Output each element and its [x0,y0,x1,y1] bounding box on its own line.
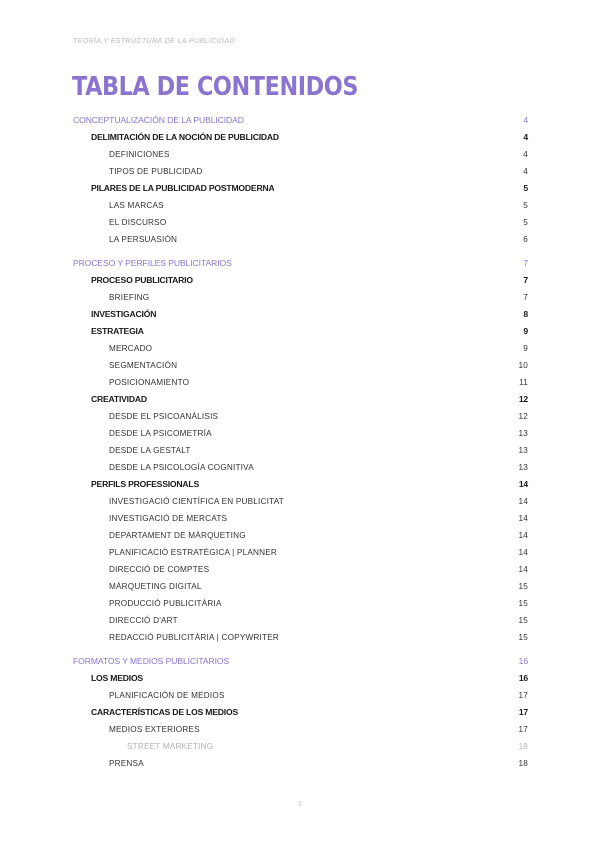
toc-entry-label: DELIMITACIÓN DE LA NOCIÓN DE PUBLICIDAD [91,132,279,142]
toc-entry-page: 14 [518,514,528,523]
toc-entry-label: EL DISCURSO [109,218,167,227]
toc-entry-label: PROCESO PUBLICITARIO [91,275,193,285]
toc-entry-label: PRENSA [109,759,144,768]
toc-entry-label: SEGMENTACIÓN [109,361,178,370]
toc-entry-page: 17 [518,691,528,700]
toc-entry-page: 4 [523,115,528,125]
toc-entry-label: PLANIFICACIÓN DE MEDIOS [109,691,225,700]
toc-entry-level-1[interactable] [73,653,528,670]
toc-entry-level-3[interactable] [73,357,528,374]
toc-entry-page: 16 [518,656,528,666]
toc-entry-label: INVESTIGACIÓ CIENTÍFICA EN PUBLICITAT [109,497,284,506]
toc-entry-level-2[interactable] [73,306,528,323]
toc-entry-label: CONCEPTUALIZACIÓN DE LA PUBLICIDAD [73,115,244,125]
toc-entry-label: LA PERSUASIÓN [109,235,178,244]
toc-entry-label: PLANIFICACIÓ ESTRATÈGICA | PLANNER [109,548,278,557]
toc-entry-level-2[interactable] [73,272,528,289]
toc-entry-label: INVESTIGACIÓ DE MERCATS [109,514,228,523]
toc-entry-level-3[interactable] [73,687,528,704]
toc-entry-label: CARACTERÍSTICAS DE LOS MEDIOS [91,707,238,717]
toc-entry-label: PROCESO Y PERFILES PUBLICITARIOS [73,258,232,268]
toc-entry-level-3[interactable] [73,442,528,459]
toc-entry-page: 5 [523,183,528,193]
toc-entry-level-3[interactable] [73,231,528,248]
toc-entry-page: 17 [518,725,528,734]
toc-entry-page: 17 [518,707,528,717]
toc-entry-level-3[interactable] [73,493,528,510]
toc-entry-page: 14 [518,531,528,540]
toc-entry-level-3[interactable] [73,721,528,738]
toc-entry-label: LOS MEDIOS [91,673,143,683]
toc-entry-page: 16 [518,673,528,683]
toc-entry-page: 13 [518,463,528,472]
toc-entry-level-3[interactable] [73,197,528,214]
toc-entry-page: 14 [518,497,528,506]
toc-entry-page: 15 [518,633,528,642]
toc-entry-page: 8 [523,309,528,319]
toc-entry-page: 5 [523,201,528,210]
toc-entry-level-2[interactable] [73,476,528,493]
toc-entry-page: 7 [523,293,528,302]
toc-entry-level-3[interactable] [73,561,528,578]
toc-entry-page: 15 [518,616,528,625]
toc-entry-page: 18 [518,742,528,751]
toc-entry-page: 13 [518,429,528,438]
toc-entry-page: 13 [518,446,528,455]
toc-entry-label: DESDE LA PSICOLOGÍA COGNITIVA [109,463,254,472]
toc-entry-label: MEDIOS EXTERIORES [109,725,200,734]
toc-entry-page: 10 [518,361,528,370]
toc-entry-label: PILARES DE LA PUBLICIDAD POSTMODERNA [91,183,275,193]
toc-entry-page: 14 [518,565,528,574]
toc-entry-page: 14 [518,548,528,557]
toc-entry-label: DIRECCIÓ DE COMPTES [109,565,210,574]
toc-entry-page: 14 [518,479,528,489]
toc-entry-page: 9 [523,344,528,353]
toc-entry-level-3[interactable] [73,510,528,527]
toc-entry-page: 7 [523,258,528,268]
toc-entry-level-2[interactable] [73,670,528,687]
toc-entry-level-3[interactable] [73,425,528,442]
toc-entry-label: INVESTIGACIÓN [91,309,157,319]
toc-entry-level-3[interactable] [73,544,528,561]
toc-entry-label: FORMATOS Y MEDIOS PUBLICITARIOS [73,656,230,666]
toc-entry-page: 11 [519,378,528,387]
page-number: 2 [298,801,302,808]
page-title: TABLA DE CONTENIDOS [72,72,359,102]
toc-entry-label: DEPARTAMENT DE MÀRQUETING [109,531,246,540]
table-of-contents [73,112,528,772]
toc-entry-level-4[interactable] [73,738,528,755]
toc-entry-level-2[interactable] [73,129,528,146]
toc-entry-page: 4 [523,132,528,142]
toc-entry-level-3[interactable] [73,340,528,357]
toc-entry-label: MÀRQUETING DIGITAL [109,582,202,591]
toc-entry-label: STREET MARKETING [127,742,214,751]
toc-entry-label: CREATIVIDAD [91,394,147,404]
toc-entry-level-3[interactable] [73,629,528,646]
toc-entry-label: DEFINICIONES [109,150,170,159]
toc-entry-label: ESTRATEGIA [91,326,144,336]
toc-entry-level-2[interactable] [73,323,528,340]
toc-entry-label: DESDE EL PSICOANÁLISIS [109,412,219,421]
toc-entry-level-3[interactable] [73,408,528,425]
toc-entry-page: 12 [518,412,528,421]
toc-entry-level-2[interactable] [73,704,528,721]
toc-entry-label: DESDE LA GESTALT [109,446,191,455]
toc-entry-page: 4 [523,167,528,176]
toc-entry-page: 15 [518,582,528,591]
toc-entry-level-3[interactable] [73,578,528,595]
toc-entry-level-3[interactable] [73,755,528,772]
toc-entry-level-3[interactable] [73,214,528,231]
toc-entry-page: 7 [523,275,528,285]
toc-entry-label: DESDE LA PSICOMETRÍA [109,429,212,438]
toc-entry-label: MERCADO [109,344,153,353]
toc-entry-level-3[interactable] [73,527,528,544]
toc-entry-level-2[interactable] [73,180,528,197]
toc-entry-page: 15 [518,599,528,608]
toc-entry-level-3[interactable] [73,146,528,163]
toc-entry-level-3[interactable] [73,612,528,629]
toc-entry-page: 5 [523,218,528,227]
toc-entry-level-3[interactable] [73,374,528,391]
toc-entry-level-3[interactable] [73,163,528,180]
toc-entry-label: TIPOS DE PUBLICIDAD [109,167,203,176]
toc-entry-label: REDACCIÓ PUBLICITÀRIA | COPYWRITER [109,633,279,642]
toc-entry-label: DIRECCIÓ D'ART [109,616,178,625]
toc-entry-label: BRIEFING [109,293,150,302]
toc-entry-page: 6 [523,235,528,244]
toc-entry-label: POSICIONAMIENTO [109,378,190,387]
toc-entry-level-1[interactable] [73,255,528,272]
toc-entry-level-3[interactable] [73,595,528,612]
running-header: TEORÍA Y ESTRUCTURA DE LA PUBLICIDAD [73,38,235,45]
toc-entry-page: 9 [523,326,528,336]
toc-entry-page: 12 [518,394,528,404]
toc-entry-label: LAS MARCAS [109,201,164,210]
toc-entry-level-3[interactable] [73,459,528,476]
toc-entry-level-3[interactable] [73,289,528,306]
toc-entry-label: PRODUCCIÓ PUBLICITÀRIA [109,599,222,608]
toc-entry-page: 18 [518,759,528,768]
toc-entry-label: PERFILS PROFESSIONALS [91,479,200,489]
toc-entry-level-1[interactable] [73,112,528,129]
toc-entry-level-2[interactable] [73,391,528,408]
toc-entry-page: 4 [523,150,528,159]
